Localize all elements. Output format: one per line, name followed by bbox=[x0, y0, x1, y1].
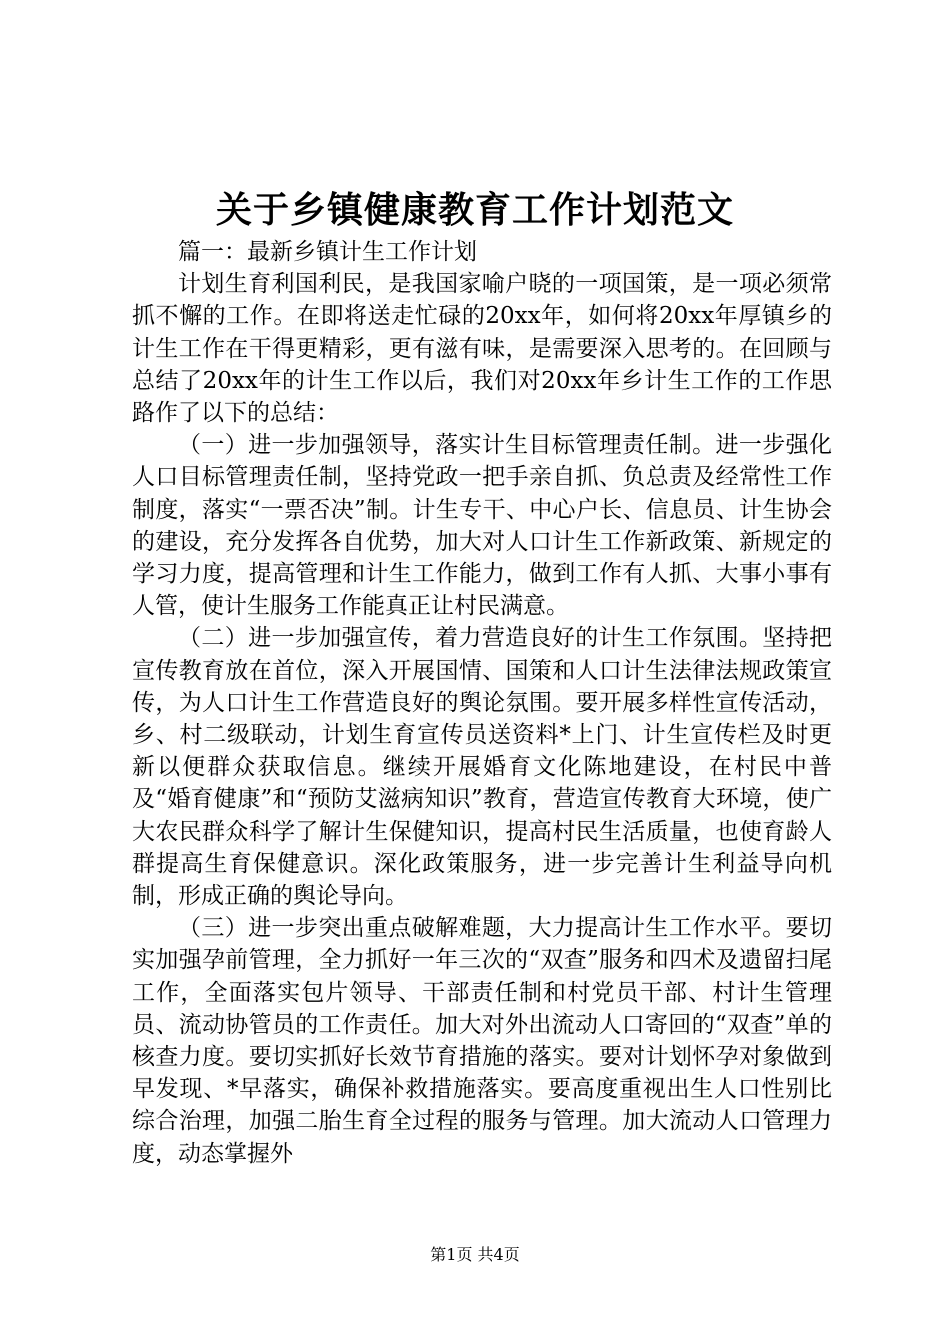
intro-paragraph: 计划生育利国利民，是我国家喻户晓的一项国策，是一项必须常抓不懈的工作。在即将送走忙碌的20xx年，如何将20xx年厚镇乡的计生工作在干得更精彩，更有滋有味，是需要深入思考的。在回顾与总结了20xx年的计生工作以后，我们对20xx年乡计生工作的工作思路作了以下的总结： bbox=[132, 271, 832, 427]
paragraph-item-3: （三）进一步突出重点破解难题，大力提高计生工作水平。要切实加强孕前管理，全力抓好一年三次的“双查”服务和四术及遗留扫尾工作，全面落实包片领导、干部责任制和村党员干部、村计生管理员、流动协管员的工作责任。加大对外出流动人口寄回的“双查”单的核查力度。要切实抓好长效节育措施的落实。要对计划怀孕对象做到早发现、*早落实，确保补救措施落实。要高度重视出生人口性别比综合治理，加强二胎生育全过程的服务与管理。加大流动人口管理力度，动态掌握外 bbox=[132, 915, 832, 1167]
section-heading: 篇一：最新乡镇计生工作计划 bbox=[178, 239, 477, 265]
document-body bbox=[132, 236, 832, 1170]
paragraph-item-2: （二）进一步加强宣传，着力营造良好的计生工作氛围。坚持把宣传教育放在首位，深入开展国情、国策和人口计生法律法规政策宣传，为人口计生工作营造良好的舆论氛围。要开展多样性宣传活动，乡、村二级联动，计划生育宣传员送资料*上门、计生宣传栏及时更新以便群众获取信息。继续开展婚育文化陈地建设，在村民中普及“婚育健康”和“预防艾滋病知识”教育，营造宣传教育大环境，使广大农民群众科学了解计生保健知识，提高村民生活质量，也使育龄人群提高生育保健意识。深化政策服务，进一步完善计生利益导向机制，形成正确的舆论导向。 bbox=[132, 625, 832, 910]
paragraph-item-1: （一）进一步加强领导，落实计生目标管理责任制。进一步强化人口目标管理责任制，坚持党政一把手亲自抓、负总责及经常性工作制度，落实“一票否决”制。计生专干、中心户长、信息员、计生协会的建设，充分发挥各自优势，加大对人口计生工作新政策、新规定的学习力度，提高管理和计生工作能力，做到工作有人抓、大事小事有人管，使计生服务工作能真正让村民满意。 bbox=[132, 432, 832, 620]
document-title: 关于乡镇健康教育工作计划范文 bbox=[215, 189, 734, 231]
page-footer: 第1页 共4页 bbox=[430, 1245, 520, 1264]
